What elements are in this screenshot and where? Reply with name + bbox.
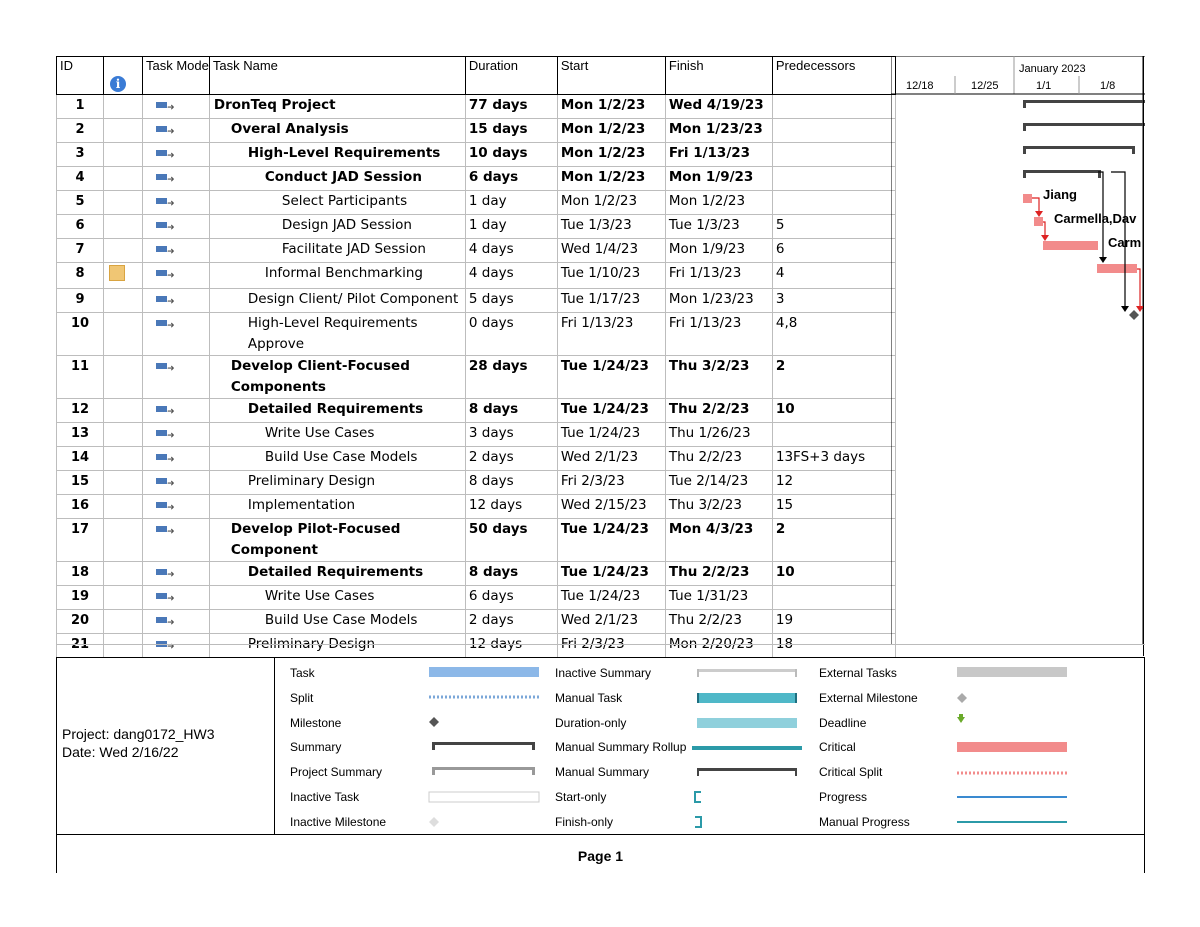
gantt-week-label: 12/25	[971, 80, 999, 92]
legend-label: Critical	[819, 740, 856, 755]
row-task-name[interactable]: Preliminary Design	[209, 471, 465, 495]
legend-label: External Milestone	[819, 690, 918, 705]
row-task-name[interactable]: Preliminary Design	[209, 634, 465, 658]
row-finish[interactable]: Wed 4/19/23	[665, 95, 772, 119]
legend-label: Project Summary	[290, 765, 383, 780]
resource-label: Carmella,Dav	[1054, 211, 1137, 226]
row-task-name[interactable]: Implementation	[209, 495, 465, 519]
row-finish[interactable]: Mon 1/2/23	[665, 191, 772, 215]
gantt-report-page	[56, 56, 1145, 873]
row-start[interactable]: Fri 2/3/23	[557, 471, 665, 495]
auto-scheduled-icon: ➜	[156, 101, 172, 111]
row-predecessors[interactable]: 4	[772, 263, 895, 289]
legend-swatch-project-summary	[432, 767, 535, 770]
auto-scheduled-icon: ➜	[156, 197, 172, 207]
row-start[interactable]: Wed 2/15/23	[557, 495, 665, 519]
row-finish[interactable]: Thu 2/2/23	[665, 562, 772, 586]
legend-swatch-deadline	[957, 714, 965, 723]
project-name: Project: dang0172_HW3	[62, 726, 215, 742]
row-id[interactable]: 16	[57, 495, 104, 519]
auto-scheduled-icon: ➜	[156, 477, 172, 487]
info-icon: i	[110, 76, 126, 92]
legend-label: Inactive Task	[290, 789, 360, 804]
row-id[interactable]: 18	[57, 562, 104, 586]
auto-scheduled-icon: ➜	[156, 525, 172, 535]
row-task-name[interactable]: Select Participants	[209, 191, 465, 215]
legend-label: Split	[290, 690, 314, 705]
row-id[interactable]: 1	[57, 95, 104, 119]
row-finish[interactable]: Mon 1/23/23	[665, 119, 772, 143]
row-duration[interactable]: 1 day	[465, 191, 557, 215]
row-duration[interactable]: 10 days	[465, 143, 557, 167]
divider	[56, 644, 1145, 645]
col-pred-header[interactable]: Predecessors	[772, 57, 895, 95]
row-finish[interactable]: Mon 2/20/23	[665, 634, 772, 658]
gantt-month-label: January 2023	[1019, 63, 1086, 75]
row-task-name[interactable]: Write Use Cases	[209, 423, 465, 447]
row-predecessors[interactable]: 10	[772, 399, 895, 423]
row-start[interactable]: Wed 2/1/23	[557, 447, 665, 471]
row-start[interactable]: Mon 1/2/23	[557, 95, 665, 119]
row-id[interactable]: 13	[57, 423, 104, 447]
row-finish[interactable]: Thu 3/2/23	[665, 495, 772, 519]
row-task-name[interactable]: Develop Pilot-Focused Component	[209, 519, 465, 562]
row-task-name[interactable]: Informal Benchmarking	[209, 263, 465, 289]
row-finish[interactable]: Tue 2/14/23	[665, 471, 772, 495]
gantt-week-label: 12/18	[906, 80, 934, 92]
row-id[interactable]: 3	[57, 143, 104, 167]
row-id[interactable]: 20	[57, 610, 104, 634]
row-start[interactable]: Tue 1/24/23	[557, 399, 665, 423]
row-start[interactable]: Wed 2/1/23	[557, 610, 665, 634]
row-id[interactable]: 9	[57, 289, 104, 313]
row-finish[interactable]: Fri 1/13/23	[665, 313, 772, 356]
row-id[interactable]: 19	[57, 586, 104, 610]
row-id[interactable]: 17	[57, 519, 104, 562]
row-finish[interactable]: Mon 1/9/23	[665, 167, 772, 191]
row-start[interactable]: Tue 1/3/23	[557, 215, 665, 239]
row-start[interactable]: Tue 1/24/23	[557, 562, 665, 586]
row-finish[interactable]: Tue 1/31/23	[665, 586, 772, 610]
auto-scheduled-icon: ➜	[156, 362, 172, 372]
resource-label: Carm	[1108, 235, 1142, 250]
row-task-name[interactable]: Facilitate JAD Session	[209, 239, 465, 263]
row-task-name[interactable]: Design Client/ Pilot Component	[209, 289, 465, 313]
legend-swatch-summary	[432, 742, 535, 745]
legend-swatch-critical	[957, 742, 1067, 752]
legend-label: Inactive Milestone	[290, 814, 387, 829]
col-finish-header[interactable]: Finish	[665, 57, 772, 95]
col-duration-header[interactable]: Duration	[465, 57, 557, 95]
row-start[interactable]: Mon 1/2/23	[557, 191, 665, 215]
legend-label: Manual Summary	[555, 765, 650, 780]
row-start[interactable]: Fri 1/13/23	[557, 313, 665, 356]
row-duration[interactable]: 6 days	[465, 586, 557, 610]
auto-scheduled-icon: ➜	[156, 429, 172, 439]
legend-label: Summary	[290, 740, 342, 755]
auto-scheduled-icon: ➜	[156, 173, 172, 183]
row-start[interactable]: Tue 1/24/23	[557, 356, 665, 399]
auto-scheduled-icon: ➜	[156, 269, 172, 279]
auto-scheduled-icon: ➜	[156, 405, 172, 415]
row-duration[interactable]: 4 days	[465, 239, 557, 263]
legend-label: Inactive Summary	[555, 666, 652, 680]
auto-scheduled-icon: ➜	[156, 568, 172, 578]
row-task-name[interactable]: Detailed Requirements	[209, 399, 465, 423]
page-number: Page 1	[577, 848, 624, 864]
legend-swatch-milestone	[429, 717, 439, 727]
row-duration[interactable]: 0 days	[465, 313, 557, 356]
row-duration[interactable]: 50 days	[465, 519, 557, 562]
legend-label: Milestone	[290, 715, 342, 730]
row-finish[interactable]: Thu 2/2/23	[665, 447, 772, 471]
legend-label: Manual Task	[555, 690, 623, 705]
row-finish[interactable]: Tue 1/3/23	[665, 215, 772, 239]
legend-swatch-finish-only	[695, 817, 701, 827]
legend-label: Start-only	[555, 789, 607, 804]
row-predecessors[interactable]: 12	[772, 471, 895, 495]
row-duration[interactable]: 77 days	[465, 95, 557, 119]
gantt-week-label: 1/8	[1100, 80, 1116, 92]
row-finish[interactable]: Thu 2/2/23	[665, 399, 772, 423]
row-duration[interactable]: 2 days	[465, 610, 557, 634]
row-start[interactable]: Fri 2/3/23	[557, 634, 665, 658]
footer-right-border	[1144, 835, 1145, 873]
row-finish[interactable]: Thu 3/2/23	[665, 356, 772, 399]
row-finish[interactable]: Thu 1/26/23	[665, 423, 772, 447]
row-task-name[interactable]: Overal Analysis	[209, 119, 465, 143]
col-start-header[interactable]: Start	[557, 57, 665, 95]
legend-label: Finish-only	[555, 814, 614, 829]
project-date: Date: Wed 2/16/22	[62, 744, 179, 760]
row-predecessors[interactable]: 15	[772, 495, 895, 519]
row-predecessors[interactable]: 4,8	[772, 313, 895, 356]
row-task-name[interactable]: Conduct JAD Session	[209, 167, 465, 191]
legend-swatches	[56, 657, 1145, 835]
legend-swatch-manual-summary	[697, 768, 797, 771]
row-finish[interactable]: Fri 1/13/23	[665, 143, 772, 167]
row-duration[interactable]: 4 days	[465, 263, 557, 289]
row-id[interactable]: 4	[57, 167, 104, 191]
row-finish[interactable]: Fri 1/13/23	[665, 263, 772, 289]
auto-scheduled-icon: ➜	[156, 592, 172, 602]
legend-label: Duration-only	[555, 715, 627, 730]
row-task-name[interactable]: Detailed Requirements	[209, 562, 465, 586]
auto-scheduled-icon: ➜	[156, 616, 172, 626]
row-predecessors[interactable]: 13FS+3 days	[772, 447, 895, 471]
legend-swatch-duration-only	[697, 718, 797, 728]
legend-swatch-external-tasks	[957, 667, 1067, 677]
row-start[interactable]: Mon 1/2/23	[557, 143, 665, 167]
legend-label: Progress	[819, 789, 868, 804]
row-start[interactable]: Mon 1/2/23	[557, 119, 665, 143]
row-start[interactable]: Wed 1/4/23	[557, 239, 665, 263]
table-frame	[56, 56, 1144, 656]
col-name-header[interactable]: Task Name	[209, 57, 465, 95]
row-id[interactable]: 8	[57, 263, 104, 289]
col-id-header[interactable]: ID	[57, 57, 104, 95]
row-duration[interactable]: 3 days	[465, 423, 557, 447]
row-finish[interactable]: Mon 4/3/23	[665, 519, 772, 562]
col-mode-header[interactable]: Task Mode	[143, 57, 210, 95]
row-duration[interactable]: 5 days	[465, 289, 557, 313]
auto-scheduled-icon: ➜	[156, 125, 172, 135]
row-id[interactable]: 2	[57, 119, 104, 143]
auto-scheduled-icon: ➜	[156, 149, 172, 159]
row-duration[interactable]: 8 days	[465, 562, 557, 586]
legend-swatch-inactive-task	[429, 792, 539, 802]
row-predecessors[interactable]: 5	[772, 215, 895, 239]
row-start[interactable]: Tue 1/24/23	[557, 423, 665, 447]
legend-swatch-external-milestone	[957, 693, 967, 703]
row-predecessors[interactable]: 2	[772, 519, 895, 562]
row-id[interactable]: 10	[57, 313, 104, 356]
row-finish[interactable]: Mon 1/9/23	[665, 239, 772, 263]
legend-label: Task	[290, 666, 315, 680]
legend-swatch-task	[429, 667, 539, 677]
row-start[interactable]: Tue 1/24/23	[557, 586, 665, 610]
row-task-name[interactable]: DronTeq Project	[209, 95, 465, 119]
legend-label: Manual Progress	[819, 814, 910, 829]
auto-scheduled-icon: ➜	[156, 295, 172, 305]
row-duration[interactable]: 28 days	[465, 356, 557, 399]
legend-label: Deadline	[819, 715, 867, 730]
row-task-name[interactable]: Write Use Cases	[209, 586, 465, 610]
row-predecessors[interactable]: 6	[772, 239, 895, 263]
row-task-name[interactable]: Build Use Case Models	[209, 447, 465, 471]
row-id[interactable]: 12	[57, 399, 104, 423]
row-id[interactable]: 14	[57, 447, 104, 471]
row-id[interactable]: 11	[57, 356, 104, 399]
row-duration[interactable]: 15 days	[465, 119, 557, 143]
row-finish[interactable]: Thu 2/2/23	[665, 610, 772, 634]
legend-label: Manual Summary Rollup	[555, 740, 687, 755]
row-id[interactable]: 21	[57, 634, 104, 658]
row-duration[interactable]: 6 days	[465, 167, 557, 191]
row-start[interactable]: Tue 1/24/23	[557, 519, 665, 562]
row-start[interactable]: Mon 1/2/23	[557, 167, 665, 191]
row-task-name[interactable]: High-Level Requirements Approve	[209, 313, 465, 356]
row-task-name[interactable]: High-Level Requirements	[209, 143, 465, 167]
row-predecessors[interactable]: 10	[772, 562, 895, 586]
row-start[interactable]: Tue 1/10/23	[557, 263, 665, 289]
legend-label: External Tasks	[819, 666, 897, 680]
legend-label: Critical Split	[819, 765, 883, 780]
row-duration[interactable]: 8 days	[465, 471, 557, 495]
row-task-name[interactable]: Build Use Case Models	[209, 610, 465, 634]
auto-scheduled-icon: ➜	[156, 640, 172, 650]
row-predecessors[interactable]: 2	[772, 356, 895, 399]
row-task-name[interactable]: Design JAD Session	[209, 215, 465, 239]
auto-scheduled-icon: ➜	[156, 245, 172, 255]
legend-swatch-manual-task	[697, 693, 797, 703]
auto-scheduled-icon: ➜	[156, 221, 172, 231]
page-footer	[56, 835, 1145, 873]
row-predecessors[interactable]: 18	[772, 634, 895, 658]
legend-swatch-inactive-summary	[697, 669, 797, 672]
row-duration[interactable]: 2 days	[465, 447, 557, 471]
row-id[interactable]: 7	[57, 239, 104, 263]
row-duration[interactable]: 12 days	[465, 634, 557, 658]
row-predecessors[interactable]: 19	[772, 610, 895, 634]
legend-swatch-manual-summary-rollup	[692, 746, 802, 750]
legend-swatch-start-only	[695, 792, 701, 802]
row-task-name[interactable]: Develop Client-Focused Components	[209, 356, 465, 399]
row-id[interactable]: 6	[57, 215, 104, 239]
row-id[interactable]: 15	[57, 471, 104, 495]
row-id[interactable]: 5	[57, 191, 104, 215]
legend-swatch-inactive-milestone	[429, 817, 439, 827]
row-predecessors[interactable]: 3	[772, 289, 895, 313]
row-duration[interactable]: 1 day	[465, 215, 557, 239]
footer-left-border	[56, 835, 57, 873]
gantt-week-label: 1/1	[1036, 80, 1052, 92]
row-duration[interactable]: 8 days	[465, 399, 557, 423]
legend	[56, 657, 1145, 835]
auto-scheduled-icon: ➜	[156, 453, 172, 463]
auto-scheduled-icon: ➜	[156, 501, 172, 511]
auto-scheduled-icon: ➜	[156, 319, 172, 329]
row-duration[interactable]: 12 days	[465, 495, 557, 519]
row-start[interactable]: Tue 1/17/23	[557, 289, 665, 313]
row-finish[interactable]: Mon 1/23/23	[665, 289, 772, 313]
resource-label: Jiang	[1043, 187, 1077, 202]
